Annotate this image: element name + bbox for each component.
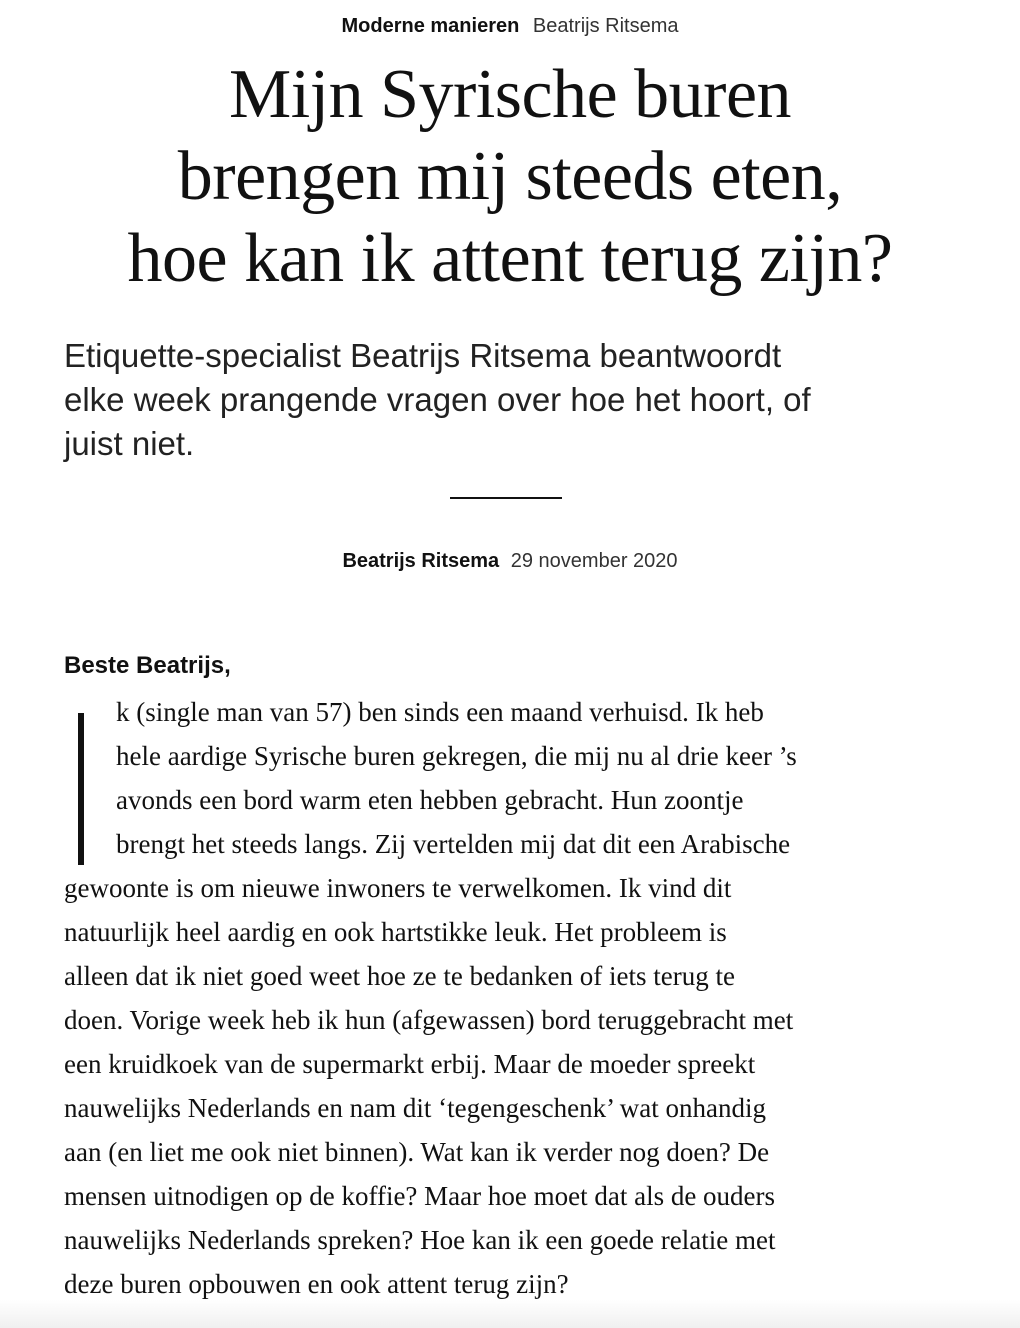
body-line: hele aardige Syrische buren gekregen, die mij nu al drie keer ’s xyxy=(116,741,797,771)
letter-salutation: Beste Beatrijs, xyxy=(64,652,231,679)
series-link[interactable]: Moderne manieren xyxy=(341,15,520,37)
body-line: deze buren opbouwen en ook attent terug zijn? xyxy=(64,1269,569,1299)
headline-line: hoe kan ik attent terug zijn? xyxy=(127,220,893,297)
body-line: k (single man van 57) ben sinds een maand verhuisd. Ik heb xyxy=(116,697,764,727)
body-line: nauwelijks Nederlands en nam dit ‘tegengeschenk’ wat onhandig xyxy=(64,1093,767,1123)
body-line: brengt het steeds langs. Zij vertelden mij dat dit een Arabische xyxy=(116,829,791,859)
body-line: doen. Vorige week heb ik hun (afgewassen) bord teruggebracht met xyxy=(64,1005,794,1035)
headline-line: Mijn Syrische buren xyxy=(228,56,792,133)
byline-date: 29 november 2020 xyxy=(510,550,678,572)
standfirst-line: elke week prangende vragen over hoe het hoort, of xyxy=(64,381,811,418)
article-headline xyxy=(40,54,980,300)
article-kicker xyxy=(0,13,1020,39)
body-line: gewoonte is om nieuwe inwoners te verwelkomen. Ik vind dit xyxy=(64,873,732,903)
standfirst-line: juist niet. xyxy=(64,425,195,462)
byline-author[interactable]: Beatrijs Ritsema xyxy=(342,550,500,572)
body-line: alleen dat ik niet goed weet hoe ze te bedanken of iets terug te xyxy=(64,961,735,991)
letter-body xyxy=(64,690,954,1306)
headline-line: brengen mij steeds eten, xyxy=(177,138,843,215)
body-line: avonds een bord warm eten hebben gebracht. Hun zoontje xyxy=(116,785,744,815)
standfirst-line: Etiquette-specialist Beatrijs Ritsema beantwoordt xyxy=(64,337,782,374)
article-byline xyxy=(0,548,1020,574)
kicker-author[interactable]: Beatrijs Ritsema xyxy=(532,15,679,37)
body-line: nauwelijks Nederlands spreken? Hoe kan ik een goede relatie met xyxy=(64,1225,776,1255)
body-line: natuurlijk heel aardig en ook hartstikke leuk. Het probleem is xyxy=(64,917,727,947)
article-standfirst xyxy=(64,334,964,466)
header-divider xyxy=(450,497,562,499)
body-line: aan (en liet me ook niet binnen). Wat kan ik verder nog doen? De xyxy=(64,1137,770,1167)
body-line: een kruidkoek van de supermarkt erbij. Maar de moeder spreekt xyxy=(64,1049,756,1079)
body-line: mensen uitnodigen op de koffie? Maar hoe moet dat als de ouders xyxy=(64,1181,776,1211)
bottom-fade xyxy=(0,1300,1020,1328)
